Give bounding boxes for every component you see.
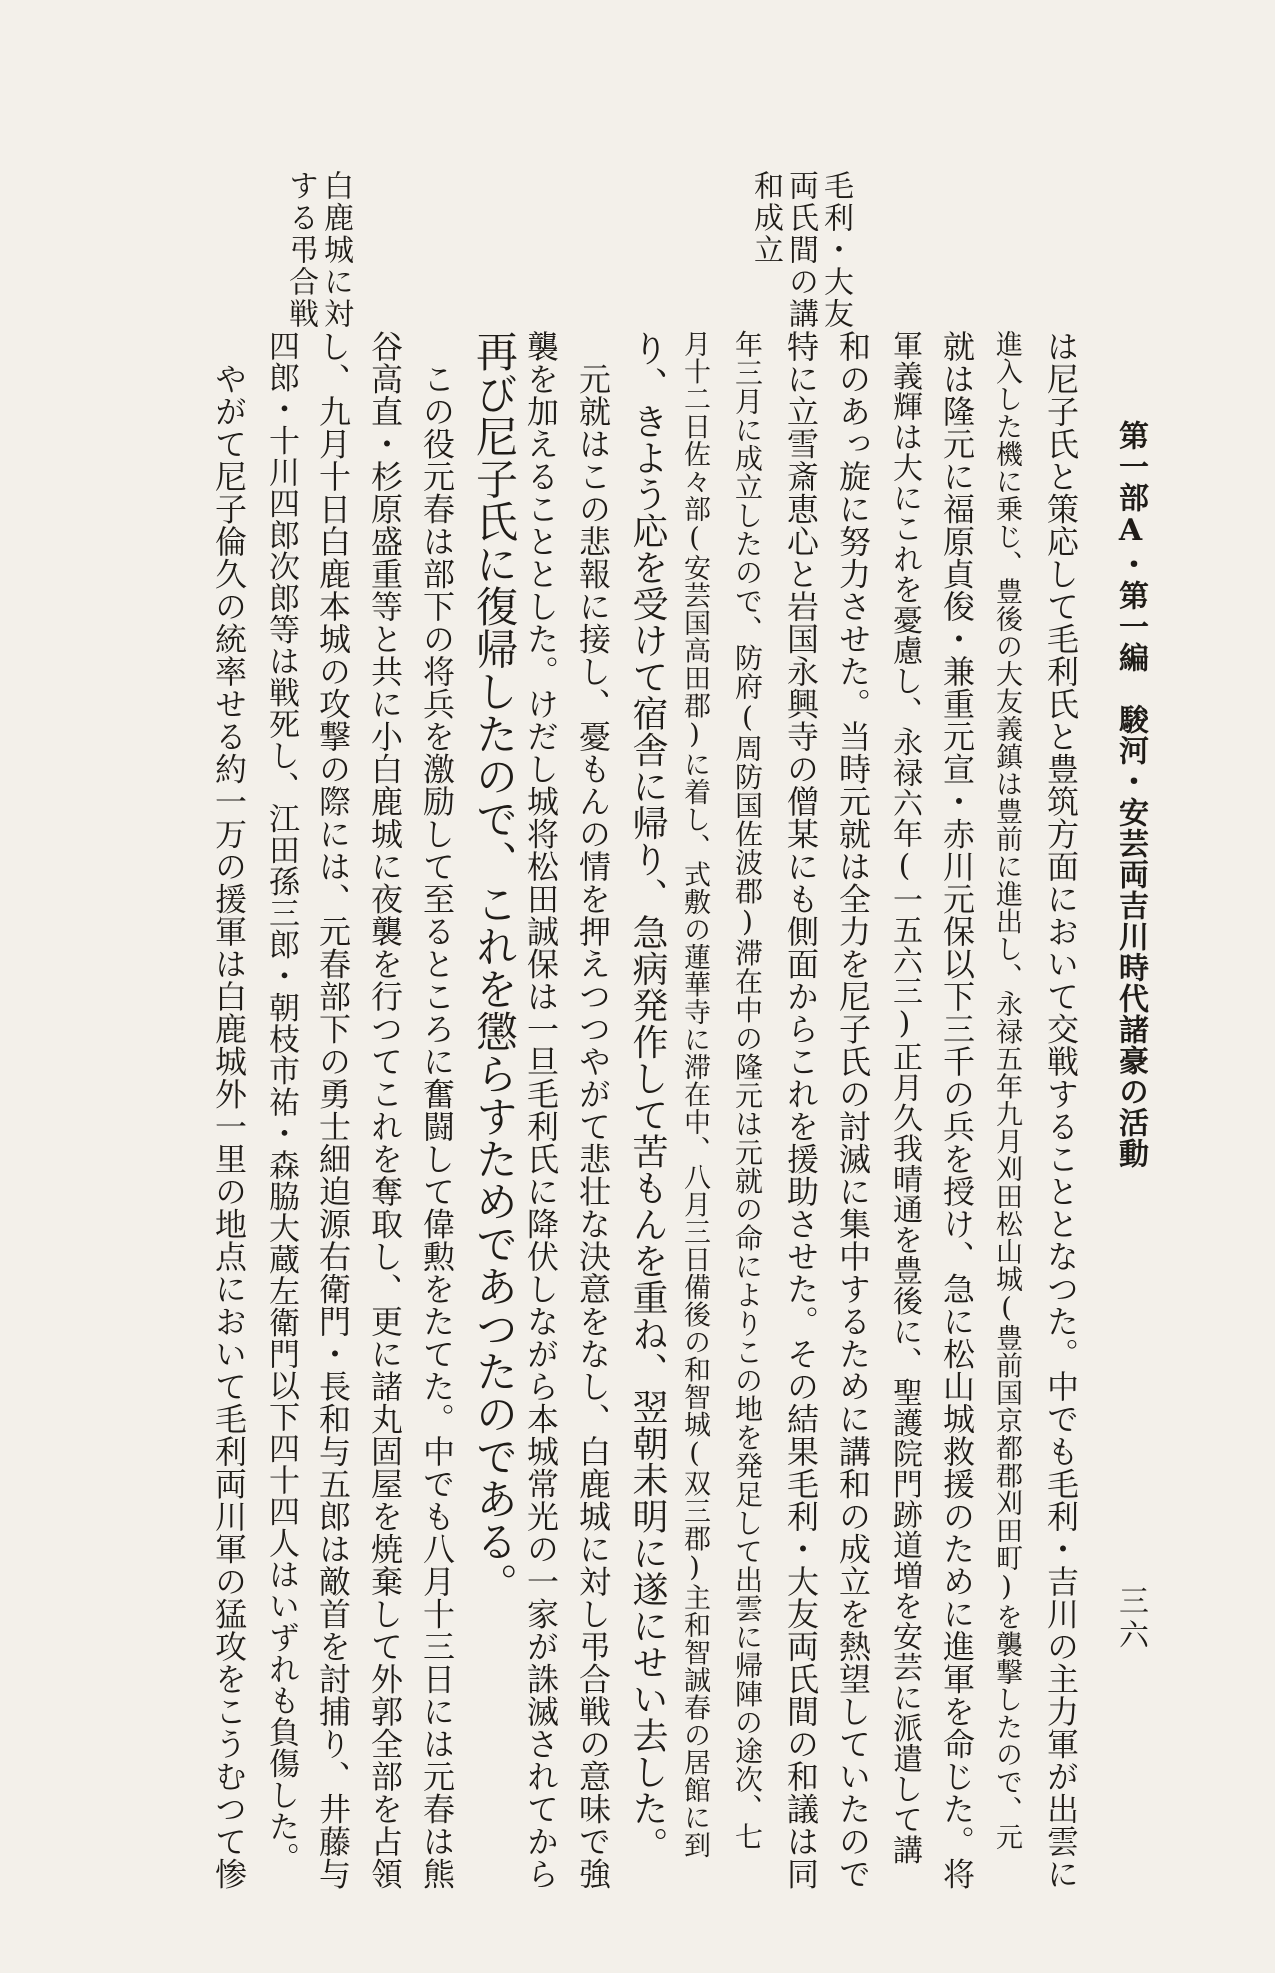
body-line: 就は隆元に福原貞俊・兼重元宣・赤川元保以下三千の兵を授け、急に松山城救援のために進軍を命じた。将 xyxy=(938,330,976,1890)
body-line: やがて尼子倫久の統率せる約一万の援軍は白鹿城外一里の地点において毛利両川軍の猛攻をこうむつて惨 xyxy=(210,330,248,1890)
running-head: 第一部A・第一編 駿河・安芸両吉川時代諸豪の活動 xyxy=(1113,420,1148,1169)
body-line: この役元春は部下の将兵を激励して至るところに奮闘して偉勲をたてた。中でも八月十三日には元春は熊 xyxy=(418,330,456,1890)
body-line: 元就はこの悲報に接し、憂もんの情を押えつつやがて悲壮な決意をなし、白鹿城に対し弔合戦の意味で強 xyxy=(574,330,612,1890)
body-line: り、きよう応を受けて宿舎に帰り、急病発作して苦もんを重ね、翌朝未明に遂にせい去した。 xyxy=(627,330,668,1863)
body-line: 年三月に成立したので、防府(周防国佐波郡)滞在中の隆元は元就の命によりこの地を発足して出雲に帰陣の途次、七 xyxy=(731,330,764,1851)
body-line: 再び尼子氏に復帰したので、これを懲らすためであつたのである。 xyxy=(470,330,519,1605)
body-line: 四郎・十川四郎次郎等は戦死し、江田孫三郎・朝枝市祐・森脇大蔵左衛門以下四十四人はいずれも負傷した。 xyxy=(263,330,299,1874)
body-line: 襲を加えることとした。けだし城将松田誠保は一旦毛利氏に降伏しながら本城常光の一家が誅滅されてから xyxy=(522,330,560,1890)
margin-note-line: 和成立 xyxy=(748,170,783,266)
body-line: 月十二日佐々部(安芸国高田郡)に着し、式敷の蓮華寺に滞在中、八月三日備後の和智城(双三郡)主和智誠春の居館に到 xyxy=(679,330,710,1859)
body-line: 特に立雪斎恵心と岩国永興寺の僧某にも側面からこれを援助させた。その結果毛利・大友両氏間の和議は同 xyxy=(782,330,820,1890)
margin-note-line: 両氏間の講 xyxy=(783,170,818,330)
body-line: し、九月十日白鹿本城の攻撃の際には、元春部下の勇士細迫源右衛門・長和与五郎は敵首を討捕り、井藤与 xyxy=(314,330,352,1890)
body-line: 進入した機に乗じ、豊後の大友義鎮は豊前に進出し、永禄五年九月刈田松山城(豊前国京都郡刈田町)を襲撃したので、元 xyxy=(991,330,1022,1851)
page-number: 三六 xyxy=(1113,1585,1148,1653)
margin-note-line: 白鹿城に対 xyxy=(318,170,353,330)
body-line: 軍義輝は大にこれを憂慮し、永禄六年(一五六三)正月久我晴通を豊後に、聖護院門跡道増を安芸に派遣して講 xyxy=(887,330,922,1865)
margin-note-line: する弔合戦 xyxy=(283,170,318,330)
body-line: は尼子氏と策応して毛利氏と豊筑方面において交戦することとなつた。中でも毛利・吉川の主力軍が出雲に xyxy=(1042,330,1080,1890)
margin-note-line: 毛利・大友 xyxy=(818,170,853,330)
body-line: 谷高直・杉原盛重等と共に小白鹿城に夜襲を行つてこれを奪取し、更に諸丸固屋を焼棄して外郭全部を占領 xyxy=(366,330,404,1890)
body-line: 和のあっ旋に努力させた。当時元就は全力を尼子氏の討滅に集中するために講和の成立を熱望していたので xyxy=(834,330,872,1890)
